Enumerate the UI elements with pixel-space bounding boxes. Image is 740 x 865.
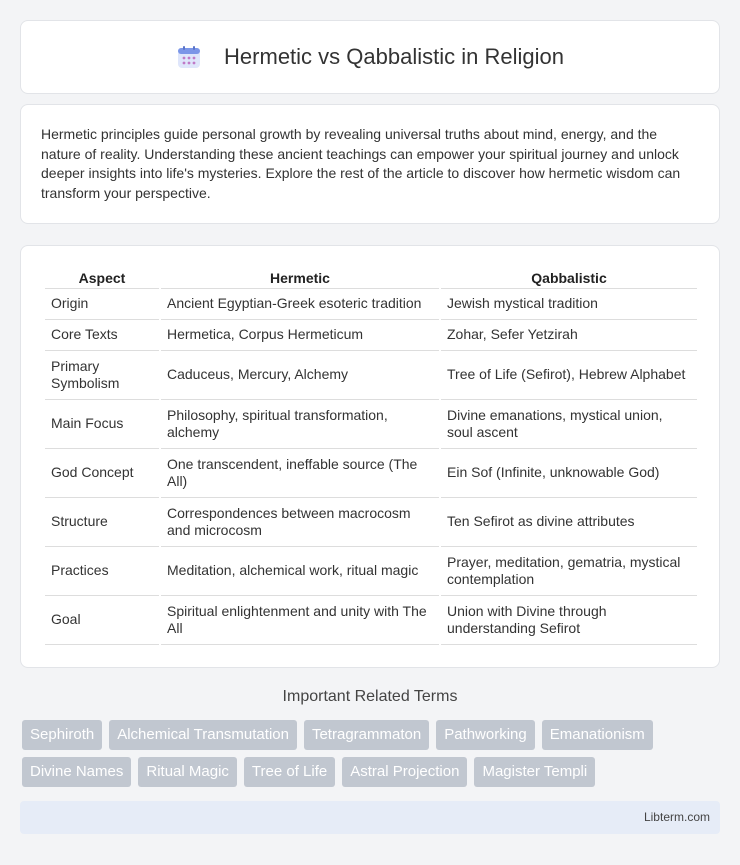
tag-divine-names[interactable]: Divine Names	[22, 757, 131, 787]
tag-sephiroth[interactable]: Sephiroth	[22, 720, 102, 750]
table-cell: Spiritual enlightenment and unity with The All	[161, 596, 439, 645]
tag-ritual-magic[interactable]: Ritual Magic	[138, 757, 237, 787]
table-cell: Primary Symbolism	[45, 351, 159, 400]
table-cell: Meditation, alchemical work, ritual magic	[161, 547, 439, 596]
table-cell: One transcendent, ineffable source (The All)	[161, 449, 439, 498]
table-row	[45, 400, 697, 449]
table-row	[45, 498, 697, 547]
table-row	[45, 289, 697, 320]
table-cell: Origin	[45, 289, 159, 320]
table-row	[45, 596, 697, 645]
table-row	[45, 320, 697, 351]
table-cell: Ancient Egyptian-Greek esoteric tradition	[161, 289, 439, 320]
calendar-icon	[176, 44, 202, 70]
comparison-table	[43, 264, 699, 645]
footer	[20, 801, 720, 834]
table-cell: Divine emanations, mystical union, soul ascent	[441, 400, 697, 449]
table-cell: Correspondences between macrocosm and microcosm	[161, 498, 439, 547]
table-row	[45, 547, 697, 596]
intro-card	[20, 104, 720, 224]
table-cell: Philosophy, spiritual transformation, alchemy	[161, 400, 439, 449]
page-title: Hermetic vs Qabbalistic in Religion	[224, 44, 564, 69]
table-cell: Main Focus	[45, 400, 159, 449]
footer-link[interactable]: Libterm.com	[643, 810, 710, 824]
table-cell: Jewish mystical tradition	[441, 289, 697, 320]
page-header	[20, 20, 720, 94]
tag-alchemical-transmutation[interactable]: Alchemical Transmutation	[109, 720, 297, 750]
table-cell: Caduceus, Mercury, Alchemy	[161, 351, 439, 400]
table-cell: Structure	[45, 498, 159, 547]
table-cell: Prayer, meditation, gematria, mystical contemplation	[441, 547, 697, 596]
tag-tree-of-life[interactable]: Tree of Life	[244, 757, 335, 787]
table-cell: Core Texts	[45, 320, 159, 351]
column-header: Qabbalistic	[441, 264, 697, 289]
table-cell: Practices	[45, 547, 159, 596]
table-cell: Tree of Life (Sefirot), Hebrew Alphabet	[441, 351, 697, 400]
related-terms-list	[22, 720, 722, 787]
table-cell: Ein Sof (Infinite, unknowable God)	[441, 449, 697, 498]
table-cell: Ten Sefirot as divine attributes	[441, 498, 697, 547]
table-cell: Hermetica, Corpus Hermeticum	[161, 320, 439, 351]
tag-pathworking[interactable]: Pathworking	[436, 720, 535, 750]
table-row	[45, 351, 697, 400]
tag-astral-projection[interactable]: Astral Projection	[342, 757, 467, 787]
column-header: Hermetic	[161, 264, 439, 289]
column-header: Aspect	[45, 264, 159, 289]
table-cell: God Concept	[45, 449, 159, 498]
table-cell: Union with Divine through understanding Sefirot	[441, 596, 697, 645]
tag-magister-templi[interactable]: Magister Templi	[474, 757, 595, 787]
table-cell: Goal	[45, 596, 159, 645]
comparison-card	[20, 245, 720, 668]
table-header-row	[45, 264, 697, 289]
tag-emanationism[interactable]: Emanationism	[542, 720, 653, 750]
related-terms-title: Important Related Terms	[282, 688, 458, 705]
table-row	[45, 449, 697, 498]
tag-tetragrammaton[interactable]: Tetragrammaton	[304, 720, 429, 750]
table-cell: Zohar, Sefer Yetzirah	[441, 320, 697, 351]
intro-text: Hermetic principles guide personal growth by revealing universal truths about mind, energy, and the nature of reality. Understanding these ancient teachings can empower your spiritual journey and unlock deeper insights into life's mysteries. Explore the rest of the article to discover how hermetic wisdom can transform your perspective.	[41, 126, 681, 201]
